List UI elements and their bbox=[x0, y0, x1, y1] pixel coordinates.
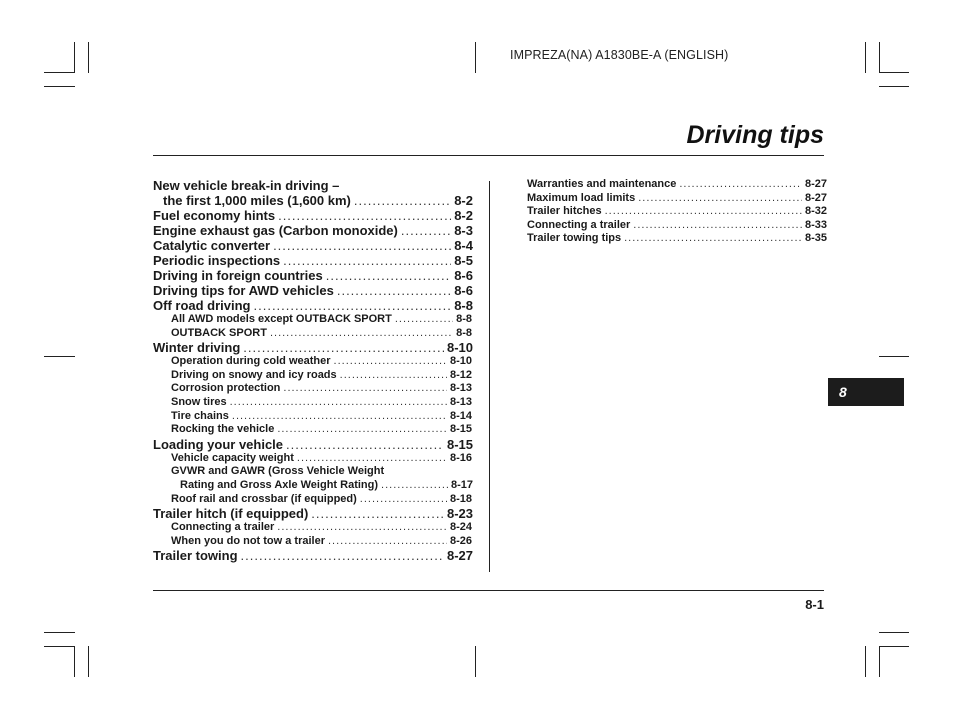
toc-entry-page: 8-10 bbox=[446, 340, 473, 356]
toc-entry-page: 8-18 bbox=[449, 492, 472, 505]
toc-entry[interactable] bbox=[153, 223, 473, 238]
toc-entry-page: 8-16 bbox=[449, 451, 472, 464]
dot-leader bbox=[381, 479, 448, 493]
toc-entry-title: Catalytic converter bbox=[153, 238, 271, 253]
toc-entry-title: Periodic inspections bbox=[153, 253, 281, 268]
dot-leader bbox=[232, 410, 447, 424]
toc-entry-title: New vehicle break-in driving – bbox=[153, 178, 340, 193]
toc-entry-title: the first 1,000 miles (1,600 km) bbox=[163, 193, 351, 208]
toc-entry-title: Winter driving bbox=[153, 340, 241, 356]
toc-entry-page: 8-6 bbox=[454, 268, 473, 283]
toc-entry-page: 8-27 bbox=[804, 191, 827, 204]
toc-entry-title: Trailer hitch (if equipped) bbox=[153, 506, 309, 522]
toc-subentry[interactable] bbox=[153, 313, 473, 327]
toc-entry-title: Roof rail and crossbar (if equipped) bbox=[171, 492, 357, 505]
toc-entry-page: 8-2 bbox=[454, 208, 473, 223]
toc-subentry[interactable] bbox=[153, 423, 473, 437]
toc-entry-page: 8-10 bbox=[449, 355, 472, 368]
toc-entry-title: Driving tips for AWD vehicles bbox=[153, 283, 334, 298]
toc-entry-title: Loading your vehicle bbox=[153, 436, 284, 452]
dot-leader bbox=[360, 493, 447, 507]
toc-entry-page: 8-13 bbox=[449, 382, 472, 395]
toc-entry-page: 8-6 bbox=[454, 283, 473, 298]
toc-entry-title: Operation during cold weather bbox=[171, 355, 331, 368]
toc-entry-title: Trailer hitches bbox=[527, 205, 602, 218]
toc-entry[interactable] bbox=[153, 238, 473, 253]
column-divider bbox=[489, 181, 490, 572]
page-number: 8-1 bbox=[805, 597, 824, 612]
toc-entry-page: 8-15 bbox=[446, 436, 473, 452]
toc-entry[interactable] bbox=[153, 178, 473, 193]
toc-entry-title: Snow tires bbox=[171, 395, 227, 408]
toc-entry[interactable] bbox=[153, 340, 473, 355]
toc-entry-page: 8-33 bbox=[804, 218, 827, 231]
toc-entry-page: 8-27 bbox=[446, 548, 473, 564]
toc-subentry[interactable] bbox=[153, 452, 473, 466]
dot-leader bbox=[401, 223, 451, 238]
toc-entry[interactable] bbox=[153, 298, 473, 313]
toc-subentry[interactable] bbox=[153, 521, 473, 535]
toc-entry-title: Connecting a trailer bbox=[527, 218, 631, 231]
toc-entry-page: 8-14 bbox=[449, 409, 472, 422]
toc-entry-page: 8-32 bbox=[804, 205, 827, 218]
dot-leader bbox=[633, 219, 802, 233]
toc-entry[interactable] bbox=[153, 548, 473, 563]
toc-entry-title: Engine exhaust gas (Carbon monoxide) bbox=[153, 223, 398, 238]
dot-leader bbox=[337, 283, 451, 298]
toc-entry-title: Trailer towing tips bbox=[527, 232, 622, 245]
toc-entry-page: 8-24 bbox=[449, 521, 472, 534]
toc-entry[interactable] bbox=[527, 178, 827, 192]
toc-entry-page: 8-13 bbox=[449, 395, 472, 408]
footer-divider bbox=[153, 590, 824, 591]
dot-leader bbox=[340, 369, 447, 383]
toc-entry[interactable] bbox=[527, 219, 827, 233]
dot-leader bbox=[297, 452, 447, 466]
toc-subentry[interactable] bbox=[153, 355, 473, 369]
dot-leader bbox=[624, 232, 802, 246]
toc-entry-page: 8-2 bbox=[454, 193, 473, 208]
toc-entry-page: 8-8 bbox=[456, 313, 472, 325]
toc-entry-page: 8-5 bbox=[454, 253, 473, 268]
dot-leader bbox=[278, 208, 451, 223]
toc-subentry[interactable] bbox=[153, 396, 473, 410]
toc-entry[interactable] bbox=[153, 268, 473, 283]
toc-subentry[interactable] bbox=[153, 493, 473, 507]
toc-entry[interactable] bbox=[153, 437, 473, 452]
toc-entry-title: Rating and Gross Axle Weight Rating) bbox=[180, 478, 379, 491]
toc-entry-page: 8-8 bbox=[454, 298, 473, 313]
toc-entry[interactable] bbox=[527, 232, 827, 246]
toc-entry-page: 8-4 bbox=[454, 238, 473, 253]
toc-left-column bbox=[153, 178, 473, 563]
toc-entry-page: 8-23 bbox=[446, 506, 473, 522]
toc-entry-page: 8-35 bbox=[804, 232, 827, 245]
toc-entry-title: Driving on snowy and icy roads bbox=[171, 368, 337, 381]
toc-entry[interactable] bbox=[527, 205, 827, 219]
dot-leader bbox=[328, 535, 447, 549]
dot-leader bbox=[283, 253, 451, 268]
dot-leader bbox=[679, 178, 802, 192]
dot-leader bbox=[605, 205, 802, 219]
title-divider bbox=[153, 155, 824, 156]
document-code: IMPREZA(NA) A1830BE-A (ENGLISH) bbox=[510, 48, 729, 62]
toc-entry[interactable] bbox=[153, 283, 473, 298]
toc-subentry[interactable] bbox=[153, 369, 473, 383]
toc-entry-title: Warranties and maintenance bbox=[527, 178, 677, 190]
toc-entry-title: Tire chains bbox=[171, 409, 229, 422]
dot-leader bbox=[334, 355, 447, 369]
toc-entry-page: 8-8 bbox=[456, 326, 472, 339]
toc-entry[interactable] bbox=[527, 192, 827, 206]
toc-entry-title: GVWR and GAWR (Gross Vehicle Weight bbox=[171, 465, 385, 478]
toc-entry[interactable] bbox=[153, 208, 473, 223]
toc-entry-page: 8-12 bbox=[449, 368, 472, 381]
toc-entry-title: Off road driving bbox=[153, 298, 251, 313]
toc-subentry[interactable] bbox=[153, 479, 473, 493]
dot-leader bbox=[311, 506, 444, 521]
toc-right-column bbox=[527, 178, 827, 246]
dot-leader bbox=[254, 298, 452, 313]
dot-leader bbox=[241, 548, 444, 563]
dot-leader bbox=[326, 268, 451, 283]
toc-entry-page: 8-26 bbox=[449, 534, 472, 547]
toc-entry-page: 8-17 bbox=[450, 478, 473, 491]
toc-entry-title: Corrosion protection bbox=[171, 382, 281, 395]
toc-entry-page: 8-27 bbox=[804, 178, 827, 190]
dot-leader bbox=[273, 238, 451, 253]
toc-entry[interactable] bbox=[153, 253, 473, 268]
toc-subentry[interactable] bbox=[153, 535, 473, 549]
toc-entry-title: Rocking the vehicle bbox=[171, 423, 275, 436]
toc-entry-title: Connecting a trailer bbox=[171, 521, 275, 534]
dot-leader bbox=[243, 340, 444, 355]
dot-leader bbox=[283, 382, 447, 396]
dot-leader bbox=[270, 327, 453, 341]
toc-entry-page: 8-3 bbox=[454, 223, 473, 238]
dot-leader bbox=[395, 313, 453, 327]
toc-subentry[interactable] bbox=[153, 465, 473, 479]
dot-leader bbox=[286, 437, 444, 452]
toc-entry[interactable] bbox=[153, 506, 473, 521]
chapter-tab: 8 bbox=[828, 378, 904, 406]
chapter-title: Driving tips bbox=[686, 121, 824, 149]
toc-entry[interactable] bbox=[153, 193, 473, 208]
toc-entry-title: Trailer towing bbox=[153, 548, 238, 564]
toc-entry-title: Driving in foreign countries bbox=[153, 268, 323, 283]
toc-subentry[interactable] bbox=[153, 382, 473, 396]
toc-entry-title: All AWD models except OUTBACK SPORT bbox=[171, 313, 392, 325]
dot-leader bbox=[354, 193, 451, 208]
toc-entry-title: OUTBACK SPORT bbox=[171, 326, 267, 339]
dot-leader bbox=[638, 192, 802, 206]
dot-leader bbox=[277, 423, 447, 437]
toc-subentry[interactable] bbox=[153, 327, 473, 341]
toc-entry-title: Fuel economy hints bbox=[153, 208, 276, 223]
toc-subentry[interactable] bbox=[153, 410, 473, 424]
toc-entry-title: When you do not tow a trailer bbox=[171, 534, 325, 547]
toc-entry-title: Vehicle capacity weight bbox=[171, 451, 294, 464]
dot-leader bbox=[230, 396, 447, 410]
dot-leader bbox=[277, 521, 447, 535]
toc-entry-title: Maximum load limits bbox=[527, 191, 636, 204]
toc-entry-page: 8-15 bbox=[449, 423, 472, 436]
